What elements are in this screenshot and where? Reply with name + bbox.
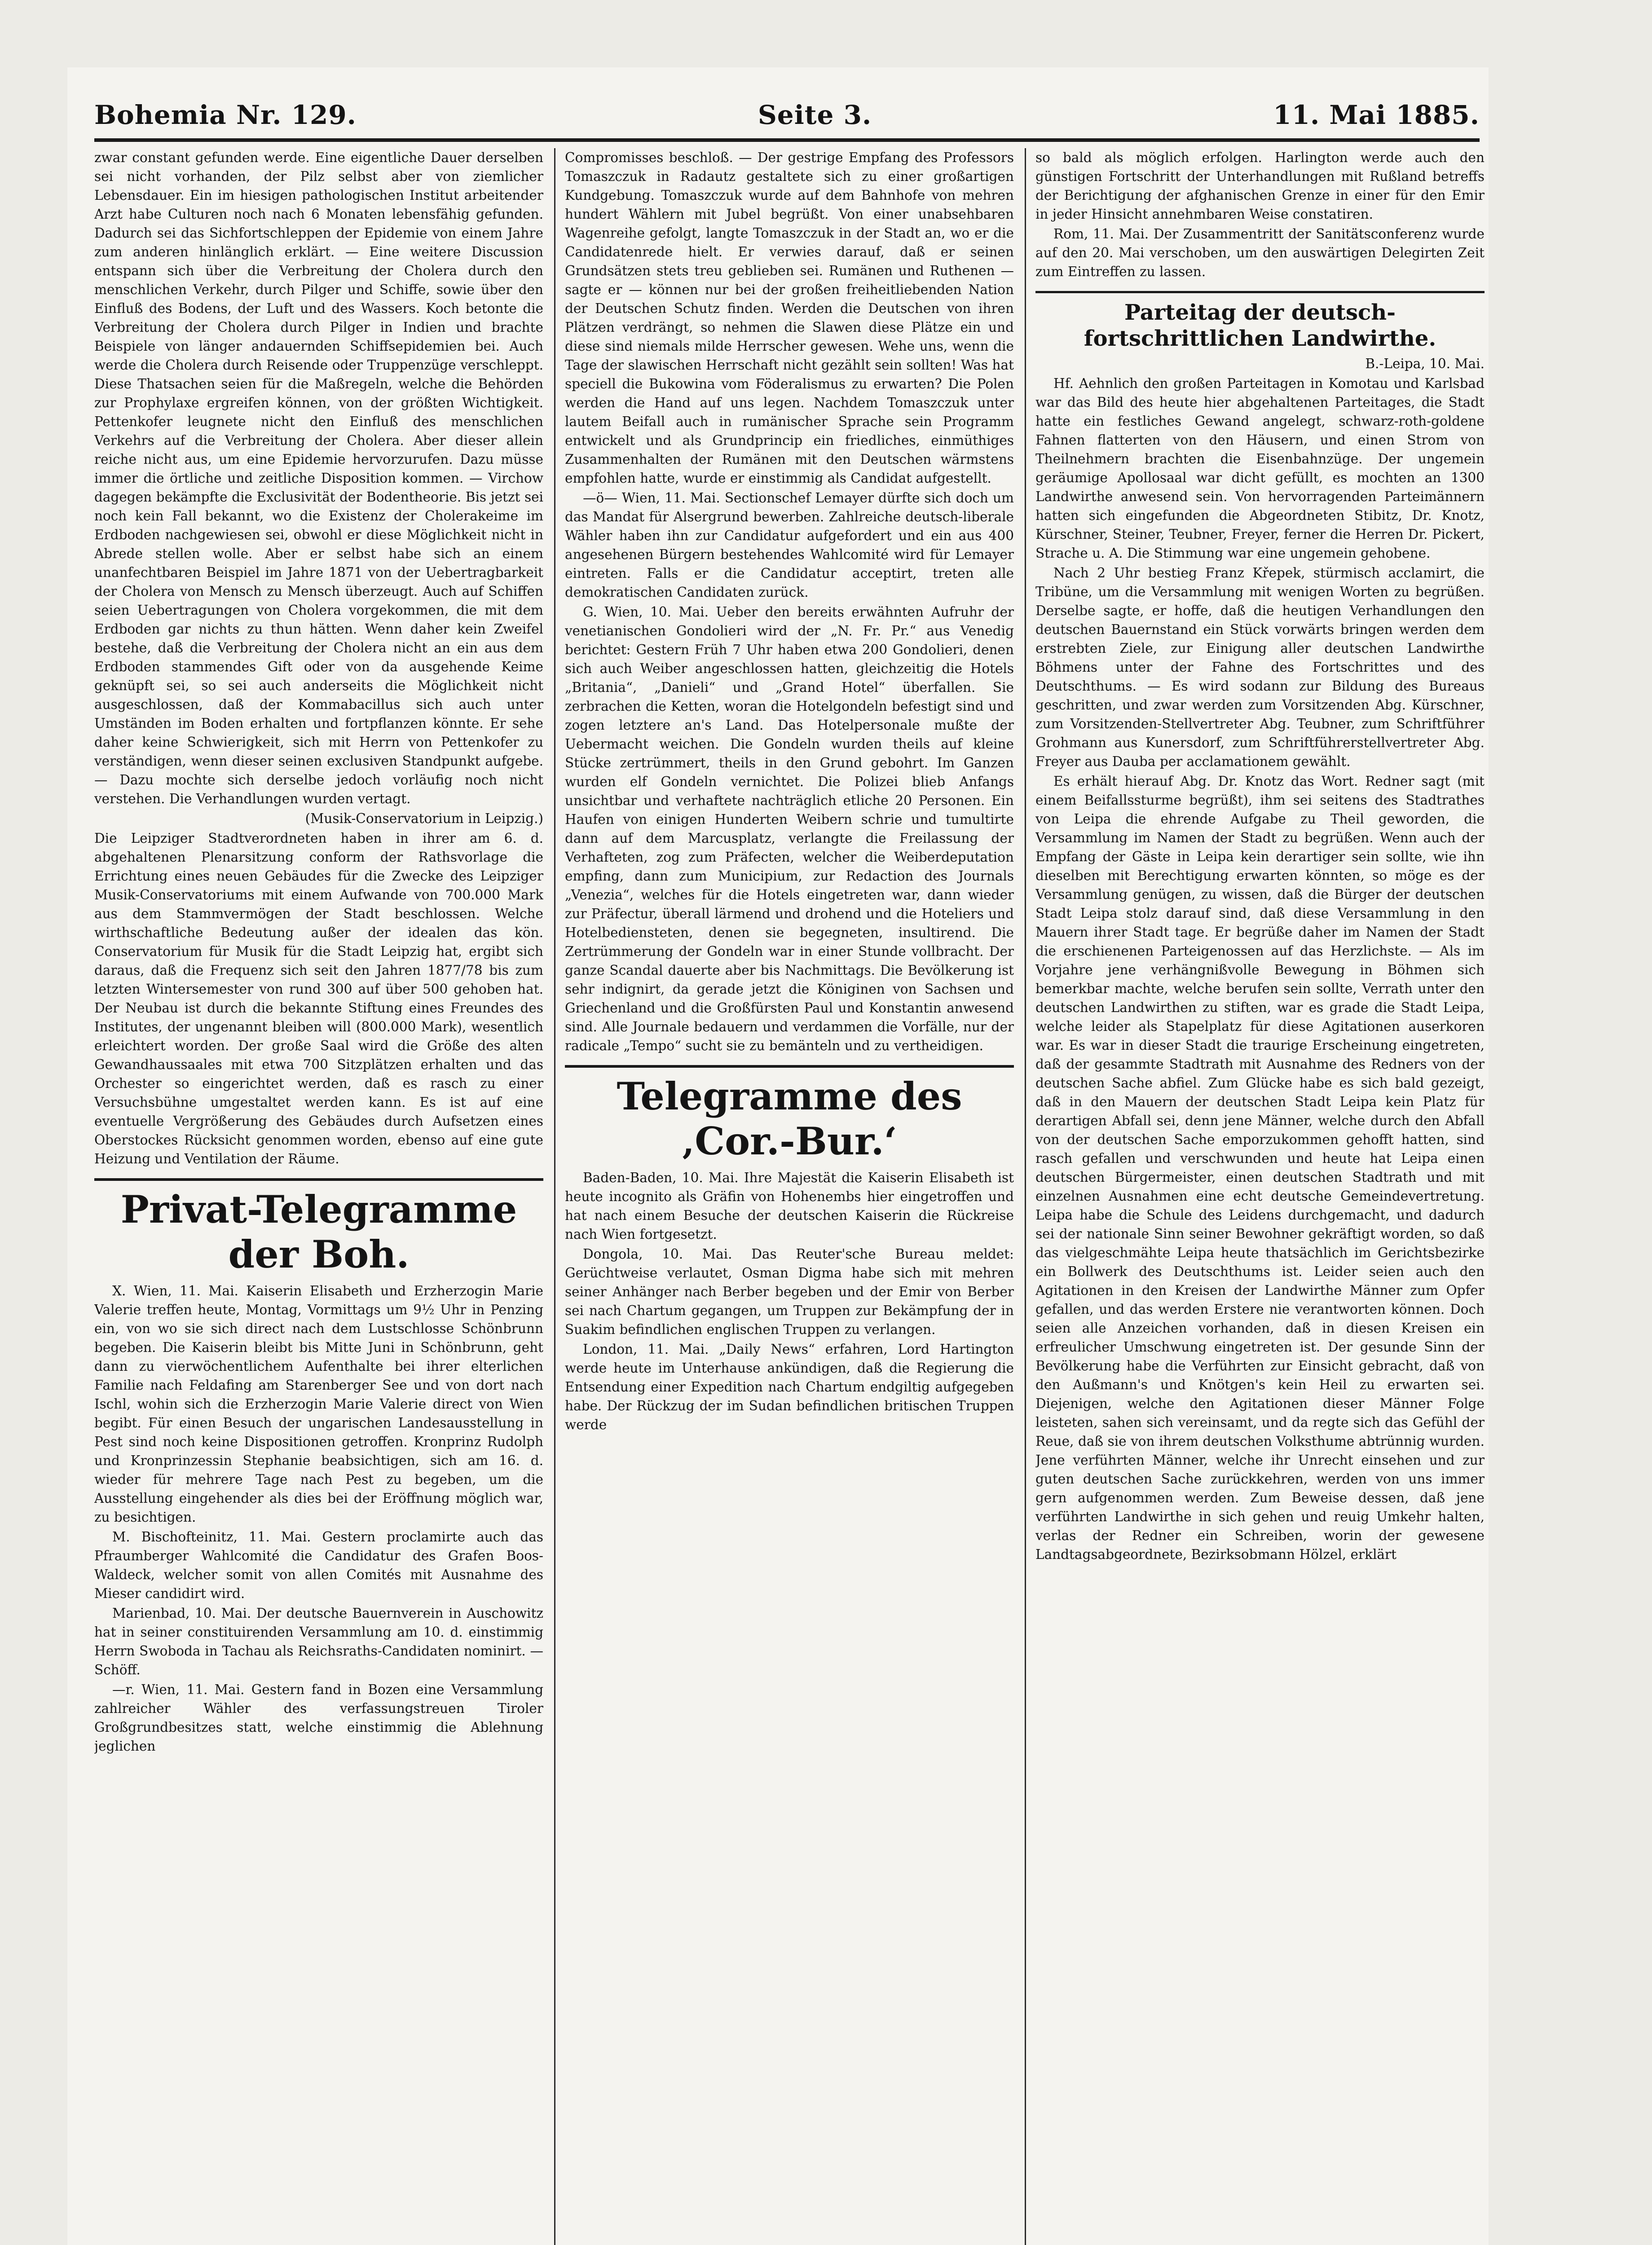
telegram-paragraph: —r. Wien, 11. Mai. Gestern fand in Bozen eine Versammlung zahlreicher Wähler des verfassungstreuen Tiroler Großgrundbesitzes statt, welche einstimmig die Ablehnung jeglichen — [94, 1682, 543, 1754]
column-1 — [94, 148, 543, 2245]
section-heading: Telegramme des ‚Cor.-Bur.‘ — [565, 1065, 1014, 1164]
telegram-paragraph: Marienbad, 10. Mai. Der deutsche Bauernverein in Auschowitz hat in seiner constituirenden Versammlung am 10. d. einstimmig Herrn Swoboda in Tachau als Reichsraths-Candidaten nominirt. — Schöff. — [94, 1606, 543, 1677]
section-heading: Parteitag der deutsch-fortschrittlichen Landwirthe. — [1035, 291, 1485, 352]
article-dateline: (Musik-Conservatorium in Leipzig.) — [305, 811, 543, 826]
article-paragraph: zwar constant gefunden werde. Eine eigentliche Dauer derselben sei nicht vorhanden, der Pilz selbst aber von ziemlicher Lebensdauer. Ein im hiesigen pathologischen Institut arbeitender Arzt habe Culturen noch nach 6 Monaten lebensfähig gefunden. Dadurch sei das Sichfortschleppen der Epidemie von einem Jahre zum anderen hinlänglich erklärt. — Eine weitere Discussion entspann sich über die Verbreitung der Cholera durch den menschlichen Verkehr, durch Pilger und Schiffe, sowie über den Einfluß des Bodens, der Luft und des Wassers. Koch betonte die Verbreitung der Cholera durch Pilger in Indien und brachte Beispiele von länger andauernden Schiffsepidemien bei. Auch werde die Cholera durch Reisende oder Truppenzüge verschleppt. Diese Thatsachen seien für die Maßregeln, welche die Behörden zur Prophylaxe ergreifen können, von der größten Wichtigkeit. Pettenkofer leugnete nicht den Einfluß des menschlichen Verkehrs auf die Verbreitung der Cholera. Aber dieser allein reiche nicht aus, um eine Epidemie hervorzurufen. Dazu müsse immer die örtliche und zeitliche Disposition kommen. — Virchow dagegen bekämpfte die Exclusivität der Bodentheorie. Bis jetzt sei noch kein Fall bekannt, wo die Existenz der Cholerakeime im Erdboden nachgewiesen sei, obwohl er diese Möglichkeit nicht in Abrede stellen wolle. Aber er selbst habe sich an einem unanfechtbaren Beispiel im Jahre 1871 von der Uebertragbarkeit der Cholera von Mensch zu Mensch überzeugt. Auch auf Schiffen seien Uebertragungen von Cholera vorgekommen, die mit dem Erdboden gar nichts zu thun hätten. Wenn daher kein Zweifel bestehe, daß die Verbreitung der Cholera nicht an ein aus dem Erdboden stammendes Gift oder von da ausgehende Keime geknüpft sei, so sei auch anderseits die Möglichkeit nicht ausgeschlossen, daß der Kommabacillus sich auch unter Umständen im Boden erhalten und fortpflanzen könnte. Er sehe daher keine Schwierigkeit, sich mit Herrn von Pettenkofer zu verständigen, wenn dieser seinen exclusiven Standpunkt aufgebe. — Dazu mochte sich derselbe jedoch vorläufig noch nicht verstehen. Die Verhandlungen wurden vertagt. — [94, 150, 543, 806]
telegram-paragraph: Baden-Baden, 10. Mai. Ihre Majestät die Kaiserin Elisabeth ist heute incognito als Gräfin von Hohenembs hier eingetroffen und hat nach einem Besuche der deutschen Kaiserin die Rückreise nach Wien fortgesetzt. — [565, 1170, 1014, 1242]
column-2 — [565, 148, 1014, 2245]
article-paragraph: so bald als möglich erfolgen. Harlington werde auch den günstigen Fortschritt der Unterhandlungen mit Rußland betreffs der Berichtigung der afghanischen Grenze in einer für den Emir in jeder Hinsicht annehmbaren Weise constatiren. — [1035, 150, 1485, 222]
article-paragraph: Die Leipziger Stadtverordneten haben in ihrer am 6. d. abgehaltenen Plenarsitzung conform der Rathsvorlage die Errichtung eines neuen Gebäudes für die Zwecke des Leipziger Musik-Conservatoriums mit einem Aufwande von 700.000 Mark aus dem Stammvermögen der Stadt beschlossen. Welche wirthschaftliche Bedeutung außer der idealen das kön. Conservatorium für Musik für die Stadt Leipzig hat, ergibt sich daraus, daß die Frequenz sich seit den Jahren 1877/78 bis zum letzten Wintersemester von rund 300 auf über 500 gehoben hat. Der Neubau ist durch die bekannte Stiftung eines Freundes des Institutes, der ungenannt bleiben will (800.000 Mark), wesentlich erleichtert worden. Der große Saal wird die Größe des alten Gewandhaussaales mit etwa 700 Sitzplätzen erhalten und das Orchester so eingerichtet werden, daß es rasch zu einer Versuchsbühne umgestaltet werden kann. Es ist auf eine eventuelle Vergrößerung des Gebäudes durch Aufsetzen eines Oberstockes Rücksicht genommen worden, ebenso auf eine gute Heizung und Ventilation der Räume. — [94, 831, 543, 1167]
telegram-paragraph: M. Bischofteinitz, 11. Mai. Gestern proclamirte auch das Pfraumberger Wahlcomité die Candidatur des Grafen Boos-Waldeck, welcher somit von allen Comités mit Ausnahme des Mieser candidirt wird. — [94, 1529, 543, 1601]
header-issue: Bohemia Nr. 129. — [94, 100, 357, 130]
column-divider — [554, 148, 555, 2245]
article-paragraph: Rom, 11. Mai. Der Zusammentritt der Sanitätsconferenz wurde auf den 20. Mai verschoben, um den auswärtigen Delegirten Zeit zum Eintreffen zu lassen. — [1035, 226, 1485, 279]
column-3 — [1035, 148, 1485, 2245]
telegram-paragraph: X. Wien, 11. Mai. Kaiserin Elisabeth und Erzherzogin Marie Valerie treffen heute, Montag, Vormittags um 9½ Uhr in Penzing ein, von wo sie sich direct nach dem Lustschlosse Schönbrunn begeben. Die Kaiserin bleibt bis Mitte Juni in Schönbrunn, geht dann zu vierwöchentlichem Aufenthalte bei ihrer elterlichen Familie nach Feldafing am Starenberger See und von dort nach Ischl, wohin sich die Erzherzogin Marie Valerie direct von Wien begibt. Für einen Besuch der ungarischen Landesausstellung in Pest sind noch keine Dispositionen getroffen. Kronprinz Rudolph und Kronprinzessin Stephanie beabsichtigen, sich am 16. d. wieder für mehrere Tage nach Pest zu begeben, um die Ausstellung eingehender als dies bei der Eröffnung möglich war, zu besichtigen. — [94, 1283, 543, 1525]
column-divider — [1025, 148, 1026, 2245]
newspaper-page — [67, 67, 1489, 2245]
telegram-paragraph: Dongola, 10. Mai. Das Reuter'sche Bureau meldet: Gerüchtweise verlautet, Osman Digma habe sich mit mehren seiner Anhänger nach Berber begeben und der Emir von Berber sei nach Chartum gegangen, um Truppen zur Bekämpfung der in Suakim befindlichen englischen Truppen zu verlangen. — [565, 1246, 1014, 1337]
article-dateline: B.-Leipa, 10. Mai. — [1365, 356, 1485, 371]
article-paragraph: Compromisses beschloß. — Der gestrige Empfang des Professors Tomaszczuk in Radautz gestaltete sich zu einer großartigen Kundgebung. Tomaszczuk wurde auf dem Bahnhofe von mehren hundert Wählern mit Jubel begrüßt. Von einer unabsehbaren Wagenreihe gefolgt, langte Tomaszczuk in der Stadt an, wo er die Candidatenrede hielt. Er verwies darauf, daß er seinen Grundsätzen stets treu geblieben sei. Rumänen und Ruthenen — sagte er — können nur bei der großen freiheitliebenden Nation der Deutschen Schutz finden. Werden die Deutschen von ihren Plätzen verdrängt, so nehmen die Slawen diese Plätze ein und diese sind niemals milde Herrscher gewesen. Wehe uns, wenn die Tage der slawischen Herrschaft nicht gezählt sein sollten! Was hat speciell die Bukowina vom Föderalismus zu erwarten? Die Polen werden die Hand auf uns legen. Nachdem Tomaszczuk unter lautem Beifall auch in rumänischer Sprache sein Programm entwickelt und als Grundprincip ein friedliches, einmüthiges Zusammenhalten der Rumänen mit den Deutschen wärmstens empfohlen hatte, wurde er einstimmig als Candidat aufgestellt. — [565, 150, 1014, 486]
page-header — [94, 81, 1480, 130]
article-paragraph: —ö— Wien, 11. Mai. Sectionschef Lemayer dürfte sich doch um das Mandat für Alsergrund bewerben. Zahlreiche deutsch-liberale Wähler haben ihn zur Candidatur aufgefordert und ein aus 400 angesehenen Bürgern bestehendes Wahlcomité wird für Lemayer eintreten. Falls er die Candidatur acceptirt, treten alle demokratischen Candidaten zurück. — [565, 490, 1014, 600]
article-paragraph: G. Wien, 10. Mai. Ueber den bereits erwähnten Aufruhr der venetianischen Gondolieri wird der „N. Fr. Pr.“ aus Venedig berichtet: Gestern Früh 7 Uhr haben etwa 200 Gondolieri, denen sich auch Weiber angeschlossen hatten, gleichzeitig die Hotels „Britania“, „Danieli“ und „Grand Hotel“ überfallen. Sie zerbrachen die Ketten, woran die Hotelgondeln befestigt sind und zogen letztere an's Land. Das Hotelpersonale mußte der Uebermacht weichen. Die Gondeln wurden theils auf kleine Stücke zertrümmert, theils in den Grund gebohrt. Im Ganzen wurden elf Gondeln vernichtet. Die Polizei blieb Anfangs unsichtbar und verhaftete nachträglich etliche 20 Personen. Ein Haufen von einigen Hunderten Weibern schrie und tumultirte dann auf dem Marcusplatz, verlangte die Freilassung der Verhafteten, zog zum Präfecten, welcher die Weiberdeputation empfing, dann zum Municipium, zur Redaction des Journals „Venezia“, welches für die Hotels eingetreten war, dann wieder zur Präfectur, überall lärmend und drohend und die Hoteliers und Hotelbediensteten, denen sie begegneten, insultirend. Die Zertrümmerung der Gondeln war in einer Stunde vollbracht. Der ganze Scandal dauerte aber bis Nachmittags. Die Bevölkerung ist sehr indignirt, da gerade jetzt die Königinen von Sachsen und Griechenland und die Großfürsten Paul und Konstantin anwesend sind. Alle Journale bedauern und verdammen die Vorfälle, nur der radicale „Tempo“ sucht sie zu bemänteln und zu vertheidigen. — [565, 604, 1014, 1053]
header-date: 11. Mai 1885. — [1273, 100, 1480, 130]
telegram-paragraph: London, 11. Mai. „Daily News“ erfahren, Lord Hartington werde heute im Unterhause ankündigen, daß die Regierung die Entsendung einer Expedition nach Chartum endgiltig aufgegeben habe. Der Rückzug der im Sudan befindlichen britischen Truppen werde — [565, 1342, 1014, 1432]
header-rule — [94, 138, 1480, 142]
header-page-number: Seite 3. — [758, 100, 872, 130]
article-paragraph: Nach 2 Uhr bestieg Franz Křepek, stürmisch acclamirt, die Tribüne, um die Versammlung mit wenigen Worten zu begrüßen. Derselbe sagte, er hoffe, daß die heutigen Verhandlungen den deutschen Bauernstand ein Stück vorwärts bringen werden dem erstrebten Ziele, zur Einigung aller deutschen Landwirthe Böhmens unter der Fahne des Fortschrittes und des Deutschthums. — Es wird sodann zur Bildung des Bureaus geschritten, und zwar werden zum Vorsitzenden Abg. Kürschner, zum Vorsitzenden-Stellvertreter Abg. Teubner, zum Schriftführer Grohmann aus Kunersdorf, zum Schriftführerstellvertreter Abg. Freyer aus Dauba per acclamationem gewählt. — [1035, 565, 1485, 769]
article-paragraph: Es erhält hierauf Abg. Dr. Knotz das Wort. Redner sagt (mit einem Beifallssturme begrüßt), ihm sei seitens des Stadtrathes von Leipa die ehrende Aufgabe zu Theil geworden, die Versammlung im Namen der Stadt zu begrüßen. Wenn auch der Empfang der Gäste in Leipa kein derartiger sein sollte, wie ihn dieselben mit Berechtigung erwarten könnten, so möge es der Versammlung genügen, zu wissen, daß die Bürger der deutschen Stadt Leipa stolz darauf sind, daß diese Versammlung in den Mauern ihrer Stadt tage. Er begrüße daher im Namen der Stadt die erschienenen Parteigenossen auf das Herzlichste. — Als im Vorjahre jene verhängnißvolle Bewegung in Böhmen sich bemerkbar machte, welche berufen sein sollte, Verrath unter den deutschen Landwirthen zu stiften, war es grade die Stadt Leipa, welche leider als Stapelplatz für diese Agitationen auserkoren war. Es war in dieser Stadt die traurige Erscheinung eingetreten, daß der gesammte Stadtrath mit Ausnahme des Redners von der deutschen Sache abfiel. Zum Glücke habe es sich bald gezeigt, daß in den Mauern der deutschen Stadt Leipa kein Platz für derartigen Abfall sei, denn jene Männer, welche durch den Abfall von der deutschen Sache emporzukommen gehofft hatten, sind rasch gefallen und verschwunden und heute hat Leipa einen deutschen Bürgermeister, einen deutschen Stadtrath und mit einzelnen Ausnahmen eine echt deutsche Gemeindevertretung. Leipa habe die Schule des Leidens durchgemacht, und dadurch sei der nationale Sinn seiner Bewohner gekräftigt worden, so daß das vielgeschmähte Leipa heute thatsächlich im Gerichtsbezirke ein Bollwerk des Deutschthums ist. Leider seien auch den Agitationen in den Kreisen der Landwirthe Männer zum Opfer gefallen, und das werden Erstere nie verantworten können. Doch seien alle Anzeichen vorhanden, daß in diesen Kreisen ein erfreulicher Umschwung eingetreten ist. Der gesunde Sinn der Bevölkerung habe die Verführten zur Einsicht gebracht, daß von den Außmann's und Knötgen's kein Heil zu erwarten sei. Diejenigen, welche den Agitationen dieser Männer Folge leisteten, sahen sich vereinsamt, und da regte sich das Gefühl der Reue, daß sie von ihrem deutschen Volksthume abtrünnig wurden. Jene verführten Männer, welche ihr Unrecht einsehen und zur guten deutschen Sache zurückkehren, werden von uns immer gern aufgenommen werden. Zum Beweise dessen, daß jene verführten Landwirthe in sich gehen und reuig Umkehr halten, verlas der Redner ein Schreiben, worin der gewesene Landtagsabgeordnete, Bezirksobmann Hölzel, erklärt — [1035, 774, 1485, 1562]
section-heading: Privat-Telegramme der Boh. — [94, 1178, 543, 1277]
article-paragraph: Hf. Aehnlich den großen Parteitagen in Komotau und Karlsbad war das Bild des heute hier abgehaltenen Parteitages, die Stadt hatte ein festliches Gewand angelegt, schwarz-roth-goldene Fahnen flatterten von den Häusern, und einen Strom von Theilnehmern brachten die Eisenbahnzüge. Der ungemein geräumige Apollosaal war dicht gefüllt, es mochten an 1300 Landwirthe anwesend sein. Von hervorragenden Parteimännern hatten sich eingefunden die Abgeordneten Stibitz, Dr. Knotz, Kürschner, Steiner, Teubner, Freyer, ferner die Herren Dr. Pickert, Strache u. A. Die Stimmung war eine ungemein gehobene. — [1035, 376, 1485, 561]
